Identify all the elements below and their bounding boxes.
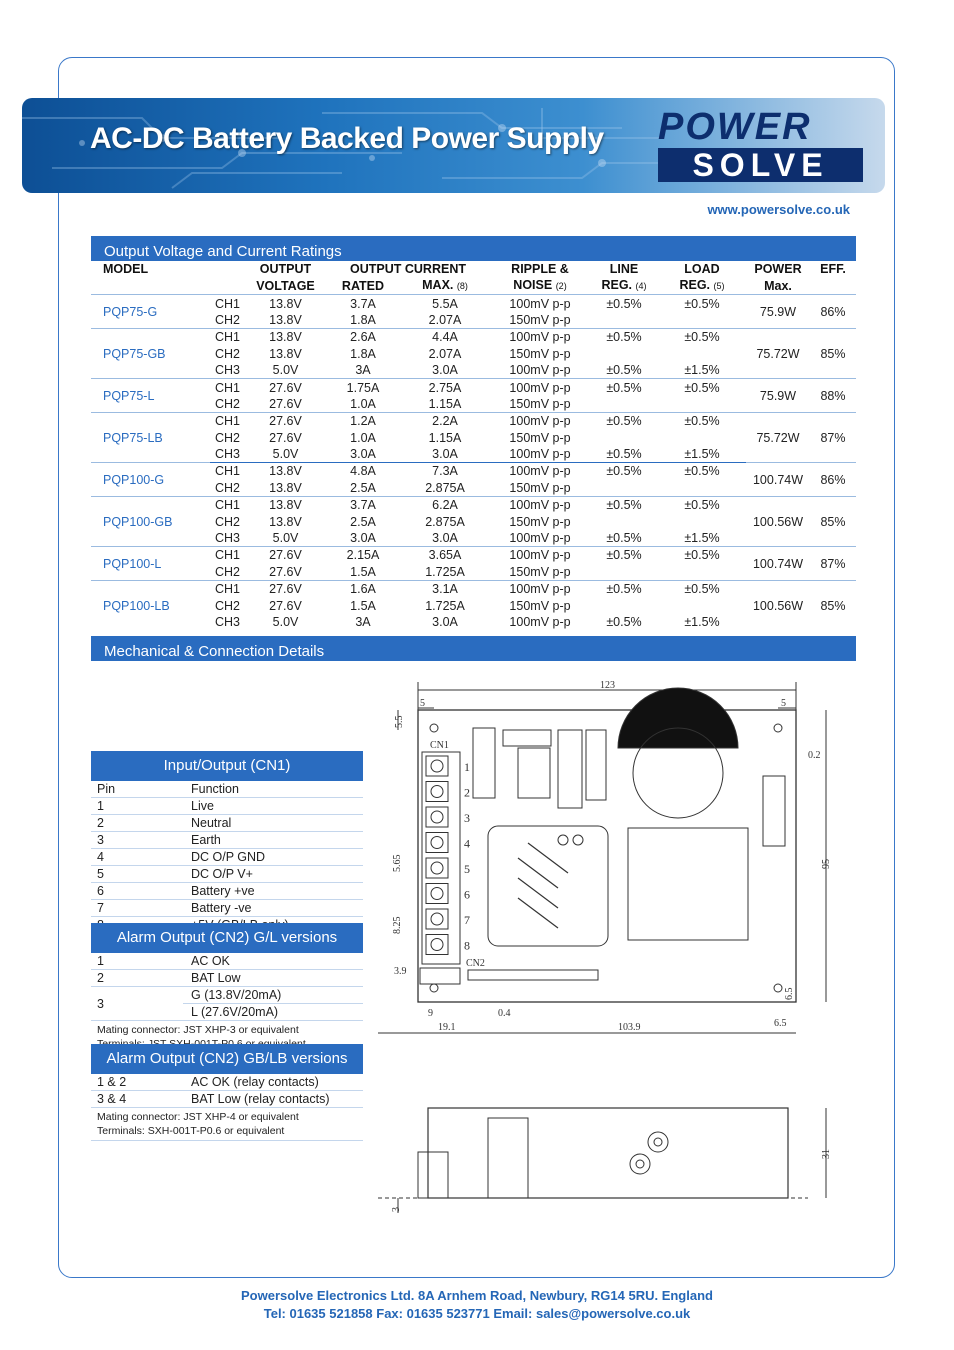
model-name: PQP75-L (91, 379, 210, 413)
dim-b1: 9 (428, 1008, 433, 1019)
pin-row (91, 849, 363, 866)
pin-row (91, 866, 363, 883)
output-voltage: 13.8V (269, 346, 302, 361)
dim-r1: 6.5 (784, 987, 795, 1000)
channel: CH1 (210, 329, 245, 346)
power-max: 100.56W (746, 581, 810, 631)
max-current: 5.5A (400, 295, 490, 312)
max-current: 3.0A (432, 615, 458, 629)
dim-b2: 0.4 (498, 1008, 511, 1019)
output-voltage: 13.8V (269, 312, 302, 327)
model-name: PQP75-G (91, 295, 210, 329)
rated-current: 3.0A (350, 531, 376, 546)
max-current: 1.15A (428, 430, 462, 445)
ratings-section-title: Output Voltage and Current Ratings (91, 236, 856, 261)
ripple-noise: 100mV p-p (490, 295, 590, 312)
terminal-screw-head (431, 786, 443, 798)
output-voltage: 13.8V (245, 329, 326, 346)
efficiency: 86% (810, 295, 856, 329)
terminal-pin-label: 6 (464, 887, 470, 902)
ripple-noise: 150mV p-p (509, 598, 571, 613)
terminal-screw (426, 909, 448, 929)
pin-row (91, 883, 363, 900)
pin-function: DC O/P V+ (183, 866, 363, 883)
terminal-screw-head (431, 888, 443, 900)
rated-current: 3A (355, 615, 371, 629)
efficiency: 85% (810, 329, 856, 379)
load-reg: ±1.5% (684, 615, 720, 629)
load-reg (658, 430, 746, 446)
line-reg (590, 597, 658, 613)
load-reg: ±0.5% (658, 413, 746, 430)
pin-function: Neutral (183, 815, 363, 832)
max-current: 2.2A (400, 413, 490, 430)
output-voltage: 5.0V (272, 447, 299, 462)
ratings-row (91, 329, 856, 346)
max-current: 2.07A (428, 312, 462, 327)
load-reg (658, 396, 746, 413)
channel: CH2 (214, 430, 240, 445)
line-reg (590, 480, 658, 497)
ripple-noise: 100mV p-p (490, 379, 590, 396)
pin-row (91, 1091, 363, 1108)
col-ripple-1: RIPPLE & (511, 262, 569, 277)
output-voltage: 13.8V (269, 480, 302, 495)
channel: CH1 (210, 547, 245, 564)
output-voltage: 13.8V (245, 497, 326, 514)
rated-current: 1.5A (350, 564, 376, 579)
rated-current: 2.6A (326, 329, 400, 346)
channel: CH1 (210, 413, 245, 430)
pin-function: BAT Low (relay contacts) (183, 1091, 363, 1108)
output-voltage: 27.6V (245, 547, 326, 564)
model-name: PQP100-G (91, 463, 210, 497)
model-name: PQP75-GB (91, 329, 210, 379)
rated-current: 1.2A (326, 413, 400, 430)
pin-number: 4 (91, 849, 183, 866)
cn2-gl-pin3-fn-a: G (13.8V/20mA) (183, 987, 363, 1004)
rated-current: 1.8A (350, 346, 376, 361)
output-voltage: 5.0V (272, 531, 299, 546)
label-cn2: CN2 (466, 958, 485, 969)
ratings-row (91, 547, 856, 564)
load-reg (658, 564, 746, 581)
max-current: 6.2A (400, 497, 490, 514)
rated-current: 3.7A (326, 295, 400, 312)
terminal-pin-label: 8 (464, 938, 470, 953)
dim-edge: 0.2 (808, 750, 821, 761)
pin-number: 7 (91, 900, 183, 917)
model-name: PQP75-LB (91, 413, 210, 463)
dim-b3: 19.1 (438, 1022, 456, 1033)
output-voltage: 27.6V (269, 598, 302, 613)
line-reg: ±0.5% (590, 329, 658, 346)
col-rated: RATED (341, 278, 385, 293)
rated-current: 3A (355, 363, 371, 378)
pin-number: 3 & 4 (91, 1091, 183, 1108)
pin-row (91, 798, 363, 815)
ripple-noise: 100mV p-p (490, 463, 590, 480)
channel: CH1 (210, 463, 245, 480)
ratings-row (91, 295, 856, 312)
terminal-screw-head (431, 837, 443, 849)
channel: CH2 (214, 480, 240, 495)
dim-side-b: 3 (391, 1207, 402, 1212)
output-voltage: 27.6V (269, 564, 302, 579)
line-reg: ±0.5% (590, 581, 658, 598)
efficiency: 85% (810, 497, 856, 547)
output-voltage: 5.0V (272, 615, 299, 629)
terminal-screw (426, 807, 448, 827)
channel: CH1 (210, 581, 245, 598)
terminal-pin-label: 1 (464, 760, 470, 774)
ripple-noise: 100mV p-p (490, 413, 590, 430)
col-line-1: LINE (609, 262, 639, 277)
cn2-gblb-title: Alarm Output (CN2) GB/LB versions (91, 1044, 363, 1074)
power-max: 100.74W (746, 463, 810, 497)
footer-contact: Tel: 01635 521858 Fax: 01635 523771 Email: sales@powersolve.co.uk (263, 1306, 691, 1321)
line-reg (590, 513, 658, 529)
line-reg: ±0.5% (590, 497, 658, 514)
channel: CH1 (210, 379, 245, 396)
channel: CH3 (214, 363, 240, 378)
col-output-1: OUTPUT (259, 262, 312, 277)
load-reg: ±0.5% (658, 581, 746, 598)
channel: CH2 (214, 514, 240, 529)
pin-function: Battery +ve (183, 883, 363, 900)
rated-current: 1.5A (350, 598, 376, 613)
page-title: AC-DC Battery Backed Power Supply (90, 122, 604, 155)
col-load-2: REG. (5) (679, 278, 725, 293)
max-current: 1.725A (425, 564, 465, 579)
ripple-noise: 150mV p-p (509, 564, 571, 579)
channel: CH1 (210, 295, 245, 312)
line-reg: ±0.5% (590, 413, 658, 430)
terminal-screw (426, 782, 448, 802)
dim-low: 3.9 (394, 966, 407, 977)
ratings-row (91, 581, 856, 598)
cn1-title: Input/Output (CN1) (91, 751, 363, 781)
terminal-pin-label: 3 (464, 811, 470, 825)
ripple-noise: 150mV p-p (509, 514, 571, 529)
cn2-gl-pin3: 3 (91, 987, 183, 1021)
load-reg: ±1.5% (684, 531, 720, 546)
efficiency: 85% (810, 581, 856, 631)
load-reg: ±1.5% (684, 447, 720, 462)
terminal-screw (426, 858, 448, 878)
cn1-table (91, 751, 363, 934)
pin-row (91, 900, 363, 917)
load-reg: ±0.5% (658, 547, 746, 564)
dim-mid-b: 8.25 (392, 916, 403, 934)
rated-current: 2.5A (350, 514, 376, 529)
max-current: 2.875A (425, 514, 465, 529)
dim-mid-a: 5.65 (392, 854, 403, 872)
pin-row (91, 832, 363, 849)
line-reg (590, 346, 658, 362)
mechanical-section-title: Mechanical & Connection Details (91, 636, 856, 661)
pin-number: 3 (91, 832, 183, 849)
ripple-noise: 150mV p-p (509, 346, 571, 361)
line-reg: ±0.5% (590, 547, 658, 564)
output-voltage: 13.8V (245, 295, 326, 312)
max-current: 3.0A (432, 447, 458, 462)
load-reg: ±0.5% (658, 497, 746, 514)
ratings-row (91, 497, 856, 514)
power-max: 100.56W (746, 497, 810, 547)
pin-number: 1 & 2 (91, 1074, 183, 1091)
max-current: 1.15A (428, 396, 462, 411)
col-current-1: OUTPUT CURRENT (350, 262, 466, 277)
max-current: 2.75A (400, 379, 490, 396)
channel: CH1 (210, 497, 245, 514)
col-max: MAX. (8) (422, 278, 468, 293)
power-max: 75.9W (746, 379, 810, 413)
channel: CH3 (214, 531, 240, 546)
pin-function: Earth (183, 832, 363, 849)
max-current: 4.4A (400, 329, 490, 346)
channel: CH2 (214, 598, 240, 613)
pin-number: 5 (91, 866, 183, 883)
pin-number: 1 (91, 798, 183, 815)
max-current: 3.0A (432, 363, 458, 378)
ratings-row (91, 463, 856, 480)
channel: CH2 (214, 346, 240, 361)
ripple-noise: 100mV p-p (509, 531, 571, 546)
rated-current: 1.8A (350, 312, 376, 327)
load-reg (658, 597, 746, 613)
channel: CH2 (214, 564, 240, 579)
col-eff: EFF. (820, 262, 846, 277)
terminal-pin-label: 7 (464, 913, 470, 927)
line-reg: ±0.5% (606, 447, 642, 462)
dim-height: 95 (821, 859, 832, 869)
mechanical-drawing (378, 668, 848, 1238)
website-link[interactable]: www.powersolve.co.uk (707, 202, 850, 217)
label-cn1: CN1 (430, 740, 449, 751)
rated-current: 4.8A (326, 463, 400, 480)
output-voltage: 5.0V (272, 363, 299, 378)
ripple-noise: 150mV p-p (509, 396, 571, 411)
output-voltage: 13.8V (269, 514, 302, 529)
power-max: 75.72W (746, 329, 810, 379)
load-reg: ±0.5% (658, 463, 746, 480)
terminal-screw (426, 833, 448, 853)
dim-b4: 103.9 (618, 1022, 641, 1033)
rated-current: 1.0A (350, 396, 376, 411)
cn2-gblb-table (91, 1044, 363, 1141)
rated-current: 2.5A (350, 480, 376, 495)
load-reg: ±0.5% (658, 379, 746, 396)
efficiency: 87% (810, 547, 856, 581)
line-reg: ±0.5% (606, 363, 642, 378)
ripple-noise: 100mV p-p (490, 547, 590, 564)
col-output-2: VOLTAGE (256, 278, 315, 293)
line-reg (590, 564, 658, 581)
output-voltage: 27.6V (245, 581, 326, 598)
power-max: 75.9W (746, 295, 810, 329)
channel: CH2 (214, 312, 240, 327)
ripple-noise: 150mV p-p (509, 480, 571, 495)
line-reg (590, 430, 658, 446)
ripple-noise: 150mV p-p (509, 312, 571, 327)
efficiency: 86% (810, 463, 856, 497)
line-reg: ±0.5% (606, 615, 642, 629)
rated-current: 1.6A (326, 581, 400, 598)
max-current: 2.875A (425, 480, 465, 495)
terminal-screw-head (431, 862, 443, 874)
cn1-col-function: Function (183, 781, 363, 798)
ripple-noise: 100mV p-p (490, 329, 590, 346)
channel: CH3 (214, 447, 240, 462)
ripple-noise: 150mV p-p (509, 430, 571, 445)
dim-r2: 6.5 (774, 1018, 787, 1029)
load-reg (658, 480, 746, 497)
power-max: 100.74W (746, 547, 810, 581)
pin-number: 2 (91, 815, 183, 832)
powersolve-logo (658, 108, 863, 182)
load-reg (658, 513, 746, 529)
efficiency: 87% (810, 413, 856, 463)
ripple-noise: 100mV p-p (490, 497, 590, 514)
terminal-screw (426, 935, 448, 955)
max-current: 7.3A (400, 463, 490, 480)
line-reg (590, 312, 658, 329)
terminal-pin-label: 2 (464, 785, 470, 800)
efficiency: 88% (810, 379, 856, 413)
logo-top: POWER (658, 106, 812, 148)
model-name: PQP100-GB (91, 497, 210, 547)
pin-number: 1 (91, 953, 183, 970)
line-reg: ±0.5% (590, 295, 658, 312)
ratings-row (91, 413, 856, 430)
rated-current: 1.75A (326, 379, 400, 396)
model-name: PQP100-L (91, 547, 210, 581)
pin-number: 2 (91, 970, 183, 987)
line-reg (590, 396, 658, 413)
channel: CH2 (214, 396, 240, 411)
terminal-screw (426, 756, 448, 776)
header-banner (22, 98, 885, 193)
load-reg (658, 312, 746, 329)
ripple-noise: 100mV p-p (509, 615, 571, 629)
output-voltage: 13.8V (245, 463, 326, 480)
load-reg: ±0.5% (658, 295, 746, 312)
pin-number: 6 (91, 883, 183, 900)
cn2-gl-notes: Mating connector: JST XHP-3 or equivalent (91, 1021, 363, 1054)
dim-left-off: 5 (420, 698, 425, 709)
rated-current: 2.15A (326, 547, 400, 564)
pin-row (91, 1074, 363, 1091)
ratings-body (91, 295, 856, 630)
output-voltage: 27.6V (269, 430, 302, 445)
pin-function: Battery -ve (183, 900, 363, 917)
col-line-2: REG. (4) (601, 278, 647, 293)
terminal-pin-label: 5 (464, 862, 470, 876)
line-reg: ±0.5% (590, 463, 658, 480)
load-reg: ±1.5% (684, 363, 720, 378)
line-reg: ±0.5% (590, 379, 658, 396)
power-max: 75.72W (746, 413, 810, 463)
output-voltage: 27.6V (245, 379, 326, 396)
dim-top-off: 5.5 (394, 715, 405, 728)
cn2-gl-table (91, 923, 363, 1054)
col-ripple-2: NOISE (2) (513, 278, 567, 293)
output-voltage: 27.6V (245, 413, 326, 430)
output-voltage: 27.6V (269, 396, 302, 411)
max-current: 3.65A (400, 547, 490, 564)
pin-row (91, 970, 363, 987)
pin-function: Live (183, 798, 363, 815)
pin-function: AC OK (183, 953, 363, 970)
channel: CH3 (214, 615, 240, 629)
logo-bottom: SOLVE (658, 148, 863, 182)
pin-function: DC O/P GND (183, 849, 363, 866)
terminal-screw-head (431, 939, 443, 951)
max-current: 2.07A (428, 346, 462, 361)
col-power-2: Max. (764, 278, 792, 293)
max-current: 3.0A (432, 531, 458, 546)
rated-current: 3.0A (350, 447, 376, 462)
dim-right-off: 5 (781, 698, 786, 709)
col-load-1: LOAD (684, 262, 720, 277)
footer-address: Powersolve Electronics Ltd. 8A Arnhem Road, Newbury, RG14 5RU. England (241, 1288, 713, 1303)
max-current: 3.1A (400, 581, 490, 598)
terminal-pin-label: 4 (464, 836, 470, 851)
terminal-screw-head (431, 760, 443, 772)
model-name: PQP100-LB (91, 581, 210, 631)
cn2-gl-pin3-fn-b: L (27.6V/20mA) (183, 1004, 363, 1021)
cn2-gl-title: Alarm Output (CN2) G/L versions (91, 923, 363, 953)
load-reg (658, 346, 746, 362)
terminal-screw-head (431, 913, 443, 925)
max-current: 1.725A (425, 598, 465, 613)
pin-function: BAT Low (183, 970, 363, 987)
ratings-table (91, 261, 856, 630)
pin-function: AC OK (relay contacts) (183, 1074, 363, 1091)
ripple-noise: 100mV p-p (509, 363, 571, 378)
terminal-screw (426, 884, 448, 904)
load-reg: ±0.5% (658, 329, 746, 346)
dim-side-h: 31 (821, 1149, 832, 1159)
ratings-row (91, 379, 856, 396)
dim-width: 123 (600, 680, 615, 691)
rated-current: 1.0A (350, 430, 376, 445)
col-model: MODEL (103, 262, 149, 277)
pin-row (91, 815, 363, 832)
cn1-col-pin: Pin (91, 781, 183, 798)
line-reg: ±0.5% (606, 531, 642, 546)
col-power-1: POWER (754, 262, 802, 277)
ripple-noise: 100mV p-p (490, 581, 590, 598)
rated-current: 3.7A (326, 497, 400, 514)
cn2-gblb-notes: Mating connector: JST XHP-4 or equivalent Terminals: SXH-001T-P0.6 or equivalent (91, 1108, 363, 1141)
terminal-screw-head (431, 811, 443, 823)
pin-row (91, 953, 363, 970)
ripple-noise: 100mV p-p (509, 447, 571, 462)
